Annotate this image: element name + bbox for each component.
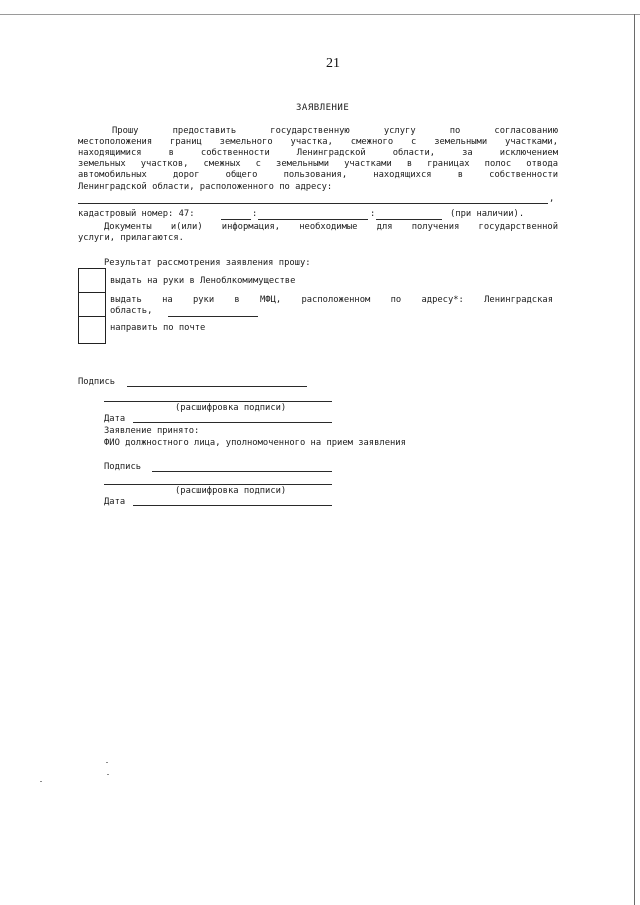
official-label: ФИО должностного лица, уполномоченного на прием заявления <box>104 438 406 448</box>
document-title: ЗАЯВЛЕНИЕ <box>296 103 350 113</box>
scan-top-edge <box>0 14 640 15</box>
option-mfc-region: область, <box>110 306 153 316</box>
applicant-signature-field[interactable] <box>127 386 307 387</box>
option-checkbox-mail[interactable] <box>78 316 106 344</box>
scan-speck <box>40 781 42 782</box>
cadastral-block-field[interactable] <box>258 219 368 220</box>
request-line-5: автомобильных дорог общего пользования, находящихся в собственности <box>78 170 558 180</box>
mfc-address-field[interactable] <box>168 316 258 317</box>
official-signature-field[interactable] <box>152 471 332 472</box>
request-line-3: находящимися в собственности Ленинградской области, за исключением <box>78 148 558 158</box>
request-line-4: земельных участков, смежных с земельными участками в границах полос отвода <box>78 159 558 169</box>
official-name-field[interactable] <box>104 484 332 485</box>
applicant-date-label: Дата <box>104 414 126 424</box>
documents-line-1: Документы и(или) информация, необходимые для получения государственной <box>104 222 558 232</box>
result-heading: Результат рассмотрения заявления прошу: <box>104 258 311 268</box>
page-number: 21 <box>326 56 340 71</box>
request-line-2: местоположения границ земельного участка, смежного с земельными участками, <box>78 137 558 147</box>
scan-speck <box>107 774 109 775</box>
applicant-decoding-label: (расшифровка подписи) <box>175 403 287 413</box>
request-line-6: Ленинградской области, расположенного по адресу: <box>78 182 333 192</box>
documents-line-2: услуги, прилагаются. <box>78 233 184 243</box>
request-line-1: Прошу предоставить государственную услугу по согласованию <box>112 126 558 136</box>
address-comma: , <box>549 194 555 204</box>
accepted-heading: Заявление принято: <box>104 426 200 436</box>
cadastral-separator-1: : <box>252 209 258 219</box>
option-mfc-label: выдать на руки в МФЦ, расположенном по адресу*: Ленинградская <box>110 295 553 305</box>
official-date-field[interactable] <box>133 505 332 506</box>
scan-speck <box>106 762 108 763</box>
cadastral-district-field[interactable] <box>221 219 251 220</box>
official-date-label: Дата <box>104 497 126 507</box>
official-decoding-label: (расшифровка подписи) <box>175 486 287 496</box>
official-signature-label: Подпись <box>104 462 142 472</box>
scan-right-edge <box>634 14 635 905</box>
applicant-date-field[interactable] <box>133 422 332 423</box>
option-checkbox-leno[interactable] <box>78 268 106 294</box>
option-leno-label: выдать на руки в Леноблкомимуществе <box>110 276 296 286</box>
option-mail-label: направить по почте <box>110 323 206 333</box>
cadastral-note: (при наличии). <box>450 209 525 219</box>
applicant-name-field[interactable] <box>104 401 332 402</box>
applicant-signature-label: Подпись <box>78 377 116 387</box>
option-checkbox-mfc[interactable] <box>78 292 106 318</box>
cadastral-label: кадастровый номер: 47: <box>78 209 195 219</box>
cadastral-plot-field[interactable] <box>376 219 442 220</box>
cadastral-separator-2: : <box>370 209 376 219</box>
address-field[interactable] <box>78 203 548 204</box>
